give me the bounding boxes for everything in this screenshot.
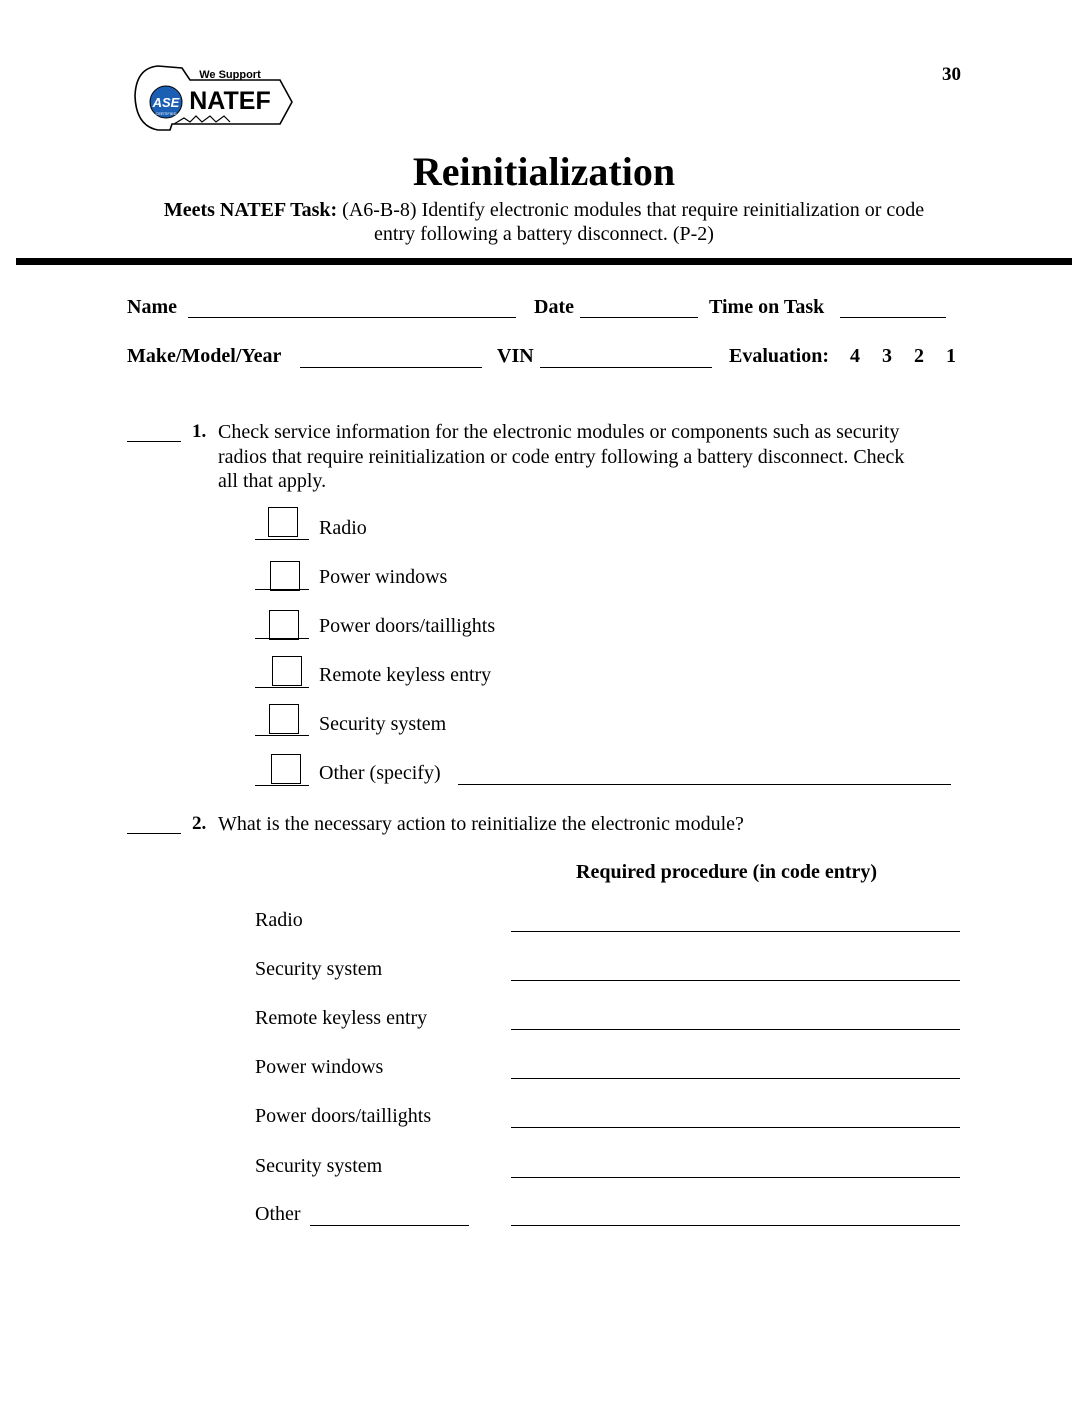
checkbox-power-windows[interactable]: [270, 561, 300, 591]
question-2-answer-blank[interactable]: [127, 833, 181, 834]
svg-text:NATEF: NATEF: [189, 87, 271, 115]
question-2-text: What is the necessary action to reinitialize the electronic module?: [218, 813, 744, 835]
option-security-system-label: Security system: [319, 713, 447, 735]
checkbox-other[interactable]: [271, 754, 301, 784]
checkbox-radio[interactable]: [268, 507, 298, 537]
procedure-power-doors-field[interactable]: [511, 1127, 960, 1128]
evaluation-label: Evaluation:: [729, 345, 830, 367]
option-remote-keyless-entry-label: Remote keyless entry: [319, 664, 492, 686]
procedure-row-remote-keyless-entry-label: Remote keyless entry: [255, 1007, 428, 1029]
task-description-line-2: entry following a battery disconnect. (P-2): [374, 223, 714, 245]
checkbox-power-doors[interactable]: [269, 610, 299, 640]
procedure-radio-field[interactable]: [511, 931, 960, 932]
question-1-line: all that apply.: [218, 470, 327, 492]
procedure-remote-keyless-entry-field[interactable]: [511, 1029, 960, 1030]
procedure-row-radio-label: Radio: [255, 909, 303, 931]
procedure-other-field[interactable]: [511, 1225, 960, 1226]
procedure-row-security-system-label: Security system: [255, 958, 383, 980]
svg-text:CERTIFIED: CERTIFIED: [155, 111, 177, 116]
question-2-number: 2.: [192, 813, 207, 834]
name-field[interactable]: [188, 317, 516, 318]
page-title: Reinitialization: [412, 149, 676, 194]
question-1-line: Check service information for the electronic modules or components such as security: [218, 421, 900, 443]
checkbox-underline: [255, 735, 309, 736]
checkbox-underline: [255, 687, 309, 688]
svg-text:We Support: We Support: [199, 69, 261, 81]
procedure-security-system-2-field[interactable]: [511, 1177, 960, 1178]
procedure-row-other-label: Other: [255, 1203, 301, 1225]
procedure-security-system-field[interactable]: [511, 980, 960, 981]
option-radio-label: Radio: [319, 517, 367, 539]
procedure-row-security-system-2-label: Security system: [255, 1155, 383, 1177]
option-power-doors-label: Power doors/taillights: [319, 615, 496, 637]
checkbox-underline: [255, 638, 309, 639]
date-label: Date: [534, 296, 574, 318]
question-1-answer-blank[interactable]: [127, 441, 181, 442]
header-divider: [16, 258, 1072, 265]
procedure-column-header: Required procedure (in code entry): [576, 861, 878, 883]
other-specify-field[interactable]: [458, 784, 951, 785]
checkbox-security-system[interactable]: [269, 704, 299, 734]
task-text: (A6-B-8) Identify electronic modules that require reinitialization or code: [342, 199, 925, 221]
question-1-text: [218, 420, 978, 494]
question-1-number: 1.: [192, 421, 207, 442]
checkbox-underline: [255, 539, 309, 540]
procedure-row-power-doors-label: Power doors/taillights: [255, 1105, 432, 1127]
make-model-year-field[interactable]: [300, 367, 482, 368]
svg-text:ASE: ASE: [152, 95, 180, 110]
task-description-line-1: [0, 199, 1088, 222]
evaluation-score-2[interactable]: 2: [914, 345, 924, 367]
make-model-year-label: Make/Model/Year: [127, 345, 282, 367]
time-on-task-label: Time on Task: [709, 296, 825, 318]
evaluation-score-4[interactable]: 4: [850, 345, 860, 367]
checkbox-underline: [255, 785, 309, 786]
vin-field[interactable]: [540, 367, 712, 368]
natef-logo: [130, 60, 295, 142]
task-prefix: Meets NATEF Task:: [163, 199, 338, 221]
evaluation-score-3[interactable]: 3: [882, 345, 892, 367]
ase-key-logo-graphic: [130, 60, 295, 142]
option-power-windows-label: Power windows: [319, 566, 448, 588]
name-label: Name: [127, 296, 177, 318]
procedure-power-windows-field[interactable]: [511, 1078, 960, 1079]
procedure-other-name-field[interactable]: [310, 1225, 469, 1226]
checkbox-remote-keyless-entry[interactable]: [272, 656, 302, 686]
evaluation-score-1[interactable]: 1: [946, 345, 956, 367]
question-1-line: radios that require reinitialization or code entry following a battery disconnect. Check: [218, 445, 905, 468]
checkbox-underline: [255, 589, 309, 590]
vin-label: VIN: [497, 345, 534, 367]
procedure-row-power-windows-label: Power windows: [255, 1056, 384, 1078]
option-other-label: Other (specify): [319, 762, 441, 784]
time-on-task-field[interactable]: [840, 317, 946, 318]
date-field[interactable]: [580, 317, 698, 318]
page-number: 30: [942, 64, 961, 85]
